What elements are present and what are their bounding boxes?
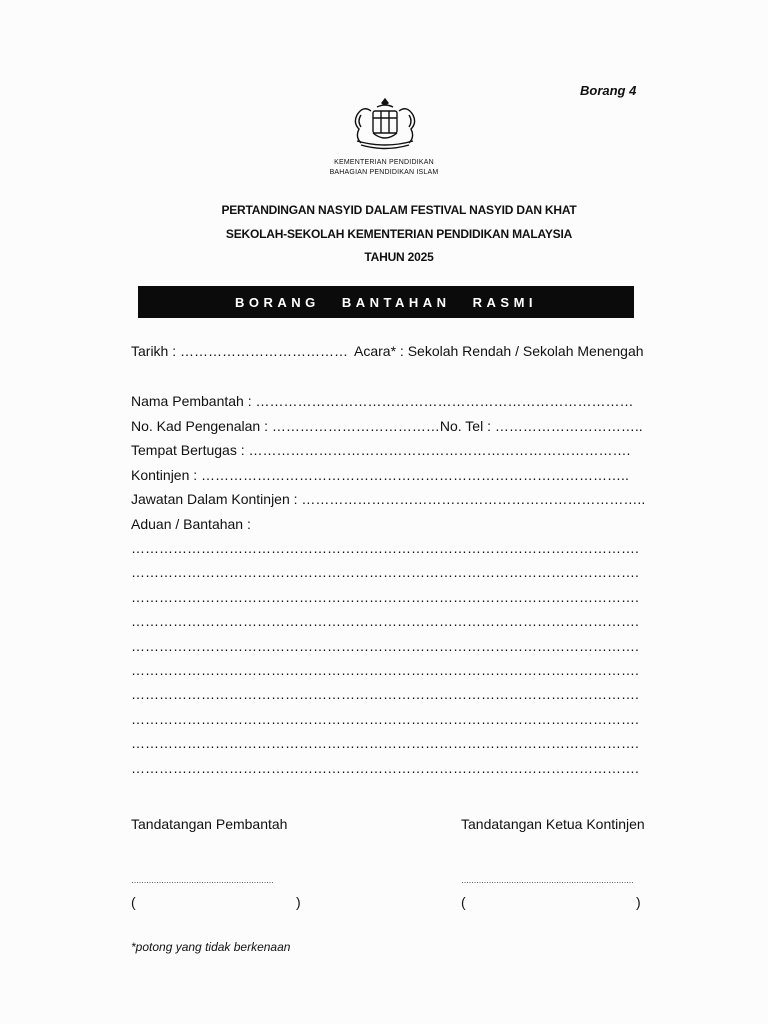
workplace-field: Tempat Bertugas : ……………………………………………………………………….: [131, 442, 631, 458]
complaint-line: ……………………………………………………………………………………………….: [131, 564, 639, 580]
complaint-line: ……………………………………………………………………………………………….: [131, 638, 639, 654]
title-line-1: PERTANDINGAN NASYID DALAM FESTIVAL NASYID DAN KHAT: [221, 203, 577, 217]
complaint-line: ……………………………………………………………………………………………….: [131, 735, 639, 751]
ministry-name: KEMENTERIAN PENDIDIKAN: [334, 159, 434, 166]
complaint-label: Aduan / Bantahan :: [131, 516, 251, 532]
complaint-line: ……………………………………………………………………………………………….: [131, 686, 639, 702]
title-line-2: SEKOLAH-SEKOLAH KEMENTERIAN PENDIDIKAN MALAYSIA: [225, 227, 573, 241]
complainant-name-open-paren: (: [131, 894, 136, 910]
leader-signature-label: Tandatangan Ketua Kontinjen: [461, 816, 645, 832]
footnote: *potong yang tidak berkenaan: [131, 940, 291, 954]
form-banner: BORANG BANTAHAN RASMI: [138, 286, 634, 318]
event-field: Acara* : Sekolah Rendah / Sekolah Menengah: [354, 343, 644, 359]
title-year: TAHUN 2025: [364, 250, 434, 264]
name-field: Nama Pembantah : ………………………………………………………………………: [131, 393, 634, 409]
complaint-line: ……………………………………………………………………………………………….: [131, 589, 639, 605]
complainant-signature-line: …………………………………………………: [131, 876, 274, 885]
leader-name-open-paren: (: [461, 894, 466, 910]
date-field: Tarikh : ………………………………: [131, 343, 349, 359]
complaint-line: ……………………………………………………………………………………………….: [131, 662, 639, 678]
division-name: BAHAGIAN PENDIDIKAN ISLAM: [329, 169, 439, 176]
complaint-line: ……………………………………………………………………………………………….: [131, 760, 639, 776]
complaint-line: ……………………………………………………………………………………………….: [131, 711, 639, 727]
malaysia-coat-of-arms-icon: [347, 97, 423, 155]
ic-phone-field: No. Kad Pengenalan : ………………………………No. Tel : …………………………..: [131, 418, 643, 434]
complainant-name-close-paren: ): [296, 894, 301, 910]
complaint-line: ……………………………………………………………………………………………….: [131, 613, 639, 629]
position-field: Jawatan Dalam Kontinjen : ………………………………………………………………..: [131, 491, 646, 507]
leader-name-close-paren: ): [636, 894, 641, 910]
contingent-field: Kontinjen : ………………………………………………………………………………..: [131, 467, 629, 483]
form-number: Borang 4: [580, 83, 637, 98]
complainant-signature-label: Tandatangan Pembantah: [131, 816, 288, 832]
complaint-line: ……………………………………………………………………………………………….: [131, 540, 639, 556]
leader-signature-line: ……………………………………………………………: [461, 876, 634, 885]
